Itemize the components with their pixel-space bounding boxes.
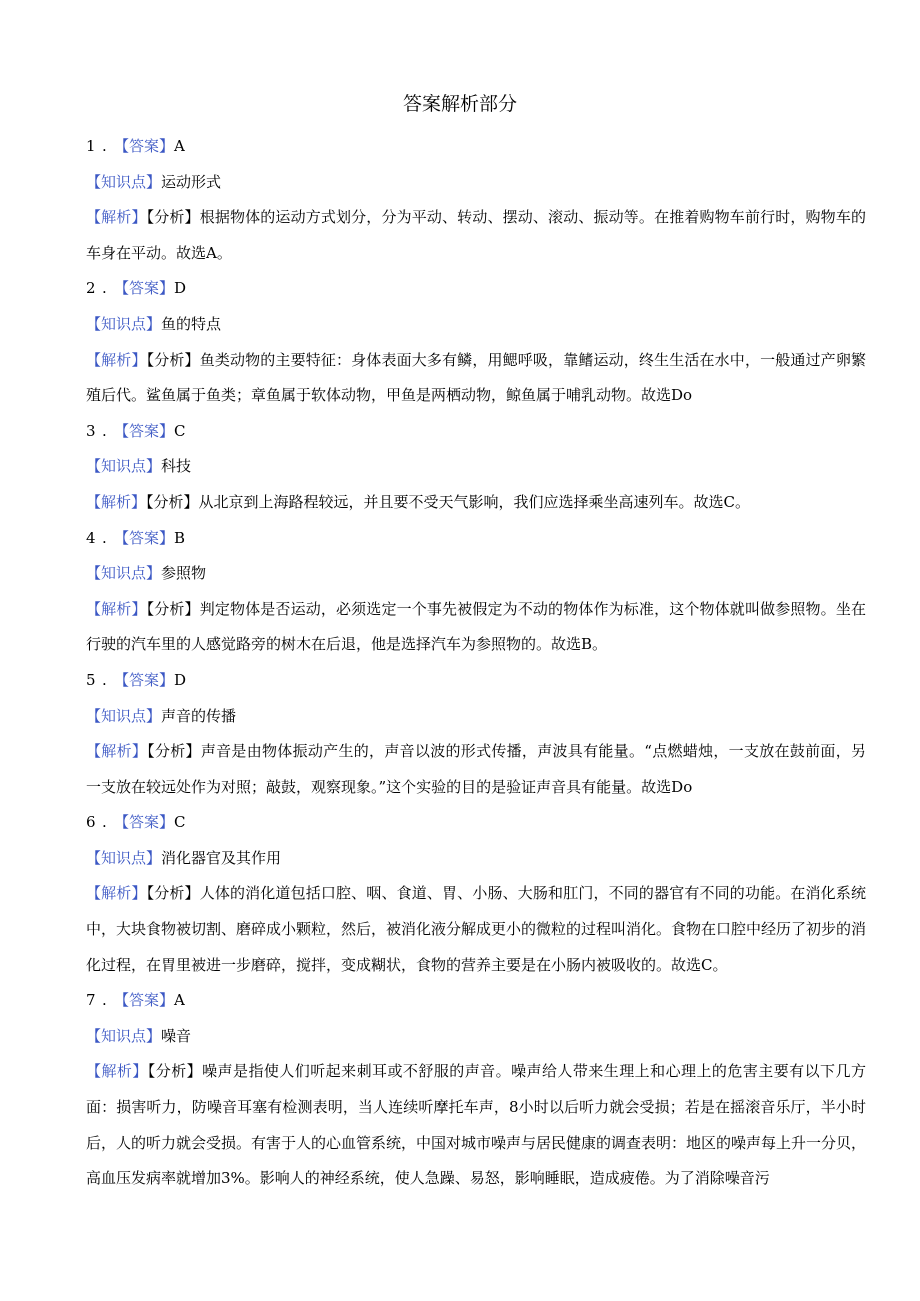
answer-item xyxy=(86,271,866,413)
analysis-paragraph xyxy=(86,592,866,663)
question-number: 6 xyxy=(86,813,96,832)
answer-item xyxy=(86,414,866,521)
answer-value: C xyxy=(174,813,186,832)
fenxi-tag: 【分析】 xyxy=(146,599,200,618)
answer-value: D xyxy=(174,670,187,689)
answer-value: C xyxy=(174,421,186,440)
number-dot: . xyxy=(102,528,107,547)
fenxi-tag: 【分析】 xyxy=(146,350,200,369)
fenxi-tag: 【分析】 xyxy=(147,1062,203,1081)
knowledge-line xyxy=(86,307,866,343)
answer-item xyxy=(86,521,866,663)
answer-value: A xyxy=(174,137,185,155)
analysis-text: 噪声是指使人们听起来刺耳或不舒服的声音。噪声给人带来生理上和心理上的危害主要有以下几方面：损害听力，防噪音耳塞有检测表明，当人连续听摩托车声，8小时以后听力就会受损；若是在摇滚音乐厅，半小时后，人的听力就会受损。有害于人的心血管系统，中国对城市噪声与居民健康的调查表明：地区的噪声每上升一分贝，高血压发病率就增加3%。影响人的神经系统，使人急躁、易怒，影响睡眠，造成疲倦。为了消除噪音污 xyxy=(86,1062,867,1188)
knowledge-line xyxy=(86,556,866,592)
analysis-tag: 【解析】 xyxy=(86,1062,148,1081)
knowledge-line xyxy=(86,841,866,877)
answer-line xyxy=(86,663,866,699)
number-dot: . xyxy=(102,279,107,298)
answer-item xyxy=(86,805,866,983)
answer-tag: 【答案】 xyxy=(114,279,175,298)
knowledge-value: 参照物 xyxy=(161,564,207,583)
knowledge-line xyxy=(86,1019,866,1055)
page-title: 答案解析部分 xyxy=(402,93,517,115)
analysis-tag: 【解析】 xyxy=(86,884,147,903)
fenxi-tag: 【分析】 xyxy=(146,492,199,511)
analysis-text: 人体的消化道包括口腔、咽、食道、胃、小肠、大肠和肛门，不同的器官有不同的功能。在消化系统中，大块食物被切割、磨碎成小颗粒，然后，被消化液分解成更小的微粒的过程叫消化。食物在口腔中经历了初步的消化过程，在胃里被进一步磨碎，搅拌，变成糊状，食物的营养主要是在小肠内被吸收的。故选C。 xyxy=(86,884,867,974)
analysis-paragraph xyxy=(86,734,866,805)
number-dot: . xyxy=(102,421,107,440)
knowledge-tag: 【知识点】 xyxy=(86,172,162,191)
answer-value: D xyxy=(174,279,187,298)
analysis-paragraph xyxy=(86,200,866,271)
analysis-text: 鱼类动物的主要特征：身体表面大多有鳞，用鳃呼吸，靠鳍运动，终生生活在水中，一般通过产卵繁殖后代。鲨鱼属于鱼类；章鱼属于软体动物，甲鱼是两栖动物，鲸鱼属于哺乳动物。故选Do xyxy=(86,350,866,405)
answer-list xyxy=(86,129,866,1197)
knowledge-value: 声音的传播 xyxy=(161,706,237,725)
answer-value: A xyxy=(174,991,185,1010)
answer-item xyxy=(86,983,866,1197)
knowledge-tag: 【知识点】 xyxy=(86,314,162,333)
knowledge-tag: 【知识点】 xyxy=(86,457,162,476)
knowledge-line xyxy=(86,165,866,201)
question-number: 2 xyxy=(86,279,96,298)
analysis-text: 从北京到上海路程较远，并且要不受天气影响，我们应选择乘坐高速列车。故选C。 xyxy=(198,492,751,511)
answer-line xyxy=(86,983,866,1019)
fenxi-tag: 【分析】 xyxy=(147,742,201,761)
question-number: 1 xyxy=(86,137,96,155)
analysis-tag: 【解析】 xyxy=(86,742,148,761)
answer-line xyxy=(86,521,866,557)
question-number: 4 xyxy=(86,528,96,547)
answer-tag: 【答案】 xyxy=(114,137,175,155)
answer-tag: 【答案】 xyxy=(114,421,175,440)
knowledge-tag: 【知识点】 xyxy=(86,1026,162,1045)
number-dot: . xyxy=(102,670,107,689)
number-dot: . xyxy=(102,991,107,1010)
answer-line xyxy=(86,414,866,450)
analysis-text: 根据物体的运动方式划分，分为平动、转动、摆动、滚动、振动等。在推着购物车前行时，购物车的车身在平动。故选A。 xyxy=(86,208,866,262)
analysis-text: 声音是由物体振动产生的，声音以波的形式传播，声波具有能量。“点燃蜡烛，一支放在鼓前面，另一支放在较远处作为对照；敲鼓，观察现象。”这个实验的目的是验证声音具有能量。故选Do xyxy=(86,742,866,796)
answer-line xyxy=(86,129,866,165)
answer-tag: 【答案】 xyxy=(114,528,175,547)
knowledge-value: 噪音 xyxy=(161,1026,192,1045)
number-dot: . xyxy=(102,813,107,832)
analysis-paragraph xyxy=(86,876,866,983)
answer-line xyxy=(86,805,866,841)
question-number: 5 xyxy=(86,670,96,689)
answer-item xyxy=(86,663,866,805)
analysis-tag: 【解析】 xyxy=(86,350,147,369)
knowledge-line xyxy=(86,699,866,735)
question-number: 7 xyxy=(86,991,96,1010)
knowledge-value: 科技 xyxy=(161,457,192,476)
analysis-tag: 【解析】 xyxy=(86,599,147,618)
answer-tag: 【答案】 xyxy=(114,991,175,1010)
fenxi-tag: 【分析】 xyxy=(146,884,200,903)
knowledge-value: 消化器官及其作用 xyxy=(161,848,282,867)
answer-tag: 【答案】 xyxy=(114,813,175,832)
answer-tag: 【答案】 xyxy=(114,670,175,689)
analysis-tag: 【解析】 xyxy=(86,208,147,227)
knowledge-tag: 【知识点】 xyxy=(86,848,162,867)
knowledge-value: 运动形式 xyxy=(161,172,222,191)
knowledge-value: 鱼的特点 xyxy=(161,314,222,333)
question-number: 3 xyxy=(86,421,96,440)
analysis-text: 判定物体是否运动，必须选定一个事先被假定为不动的物体作为标准，这个物体就叫做参照物。坐在行驶的汽车里的人感觉路旁的树木在后退，他是选择汽车为参照物的。故选B。 xyxy=(86,599,866,654)
analysis-tag: 【解析】 xyxy=(86,492,147,511)
fenxi-tag: 【分析】 xyxy=(146,208,200,227)
answer-value: B xyxy=(174,528,186,547)
analysis-paragraph xyxy=(86,343,866,414)
knowledge-tag: 【知识点】 xyxy=(86,706,162,725)
knowledge-line xyxy=(86,449,866,485)
knowledge-tag: 【知识点】 xyxy=(86,564,162,583)
analysis-paragraph xyxy=(86,1054,866,1196)
number-dot: . xyxy=(102,137,107,155)
analysis-paragraph xyxy=(86,485,866,521)
answer-line xyxy=(86,271,866,307)
answer-item xyxy=(86,129,866,271)
